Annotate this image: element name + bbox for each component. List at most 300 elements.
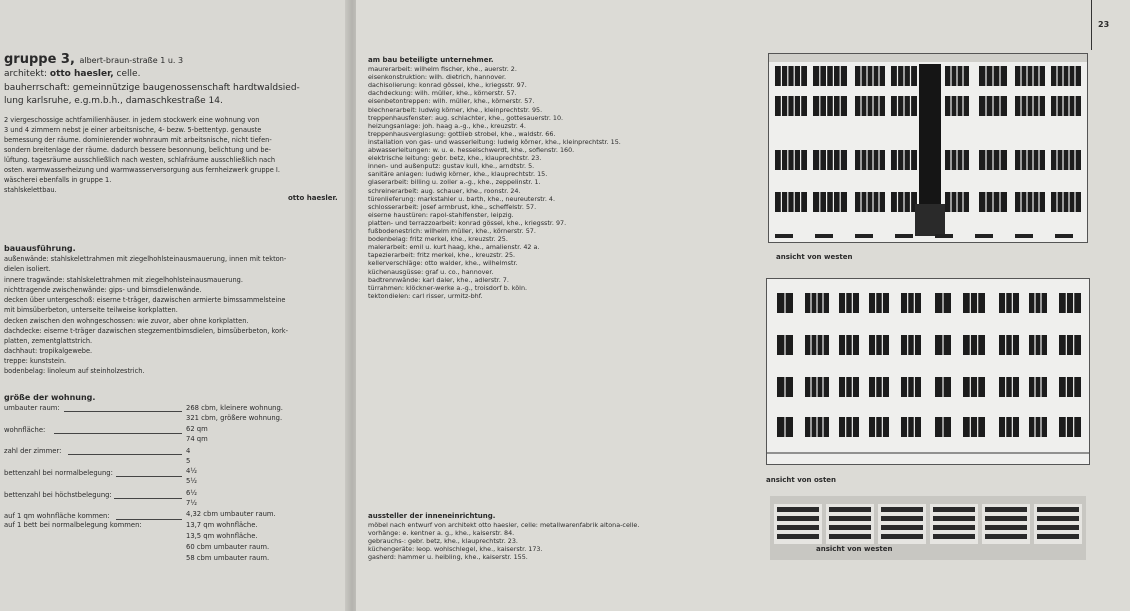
architect-name: otto haesler, <box>49 69 114 79</box>
firm-line: fußbodenestrich: wilhelm müller, khe., körnerstr. 57. <box>368 227 536 235</box>
window <box>1051 192 1081 212</box>
size-value: 4 <box>186 447 191 455</box>
firm-line: schlosserarbeit: josef armbrust, khe., scheffelstr. 57. <box>368 202 537 211</box>
window-mullion <box>907 377 908 397</box>
window-mullion <box>878 150 879 170</box>
window-mullion <box>1073 417 1074 437</box>
basement-window <box>939 455 949 461</box>
window-mullion <box>1062 150 1063 170</box>
window-mullion <box>970 293 971 313</box>
window-mullion <box>897 150 898 170</box>
window-mullion <box>907 417 908 437</box>
size-label: wohnfläche: <box>4 426 46 434</box>
firm-line: platten- und terrazzoarbeit: konrad gössel, khe., kriegsstr. 97. <box>368 218 567 227</box>
window-mullion <box>819 192 820 212</box>
title-address: albert-braun-straße 1 u. 3 <box>79 56 184 65</box>
firm-line: bodenbelag: fritz merkel, khe., kreuzstr. 25. <box>368 235 508 244</box>
window-mullion <box>950 192 951 212</box>
window <box>813 150 847 170</box>
window-mullion <box>787 150 788 170</box>
window-mullion <box>970 417 971 437</box>
window-mullion <box>810 377 811 397</box>
bau-line: mit bimsüberbeton, unterseite teilweise korkplatten. <box>4 306 178 314</box>
window-band <box>881 516 923 521</box>
window-mullion <box>1020 192 1021 212</box>
firm-line: abwasserleitungen: w. u. e. hesselschwerdt, khe., sofienstr. 160. <box>368 146 575 154</box>
left-page <box>0 0 352 611</box>
window-mullion <box>800 150 801 170</box>
size-value: 7½ <box>186 499 197 507</box>
window-mullion <box>784 293 785 313</box>
firm-line: dachisolierung: konrad gössel, khe., kriegsstr. 97. <box>368 81 527 90</box>
window-mullion <box>985 66 986 86</box>
window-band <box>829 507 871 512</box>
leader-line <box>68 454 182 455</box>
window-mullion <box>882 293 883 313</box>
window <box>839 293 859 313</box>
firm-line: installation von gas- und wasserleitung: ludwig körner, khe., kleinprechtstr. 15. <box>368 137 621 146</box>
window-mullion <box>845 377 846 397</box>
firms-heading: am bau beteiligte unternehmer. <box>368 56 494 64</box>
window-mullion <box>1032 96 1033 116</box>
right-page <box>356 0 1130 611</box>
window-mullion <box>866 192 867 212</box>
window-mullion <box>833 96 834 116</box>
window-mullion <box>999 66 1000 86</box>
size-value: 13,7 qm wohnfläche. <box>186 521 258 529</box>
window-mullion <box>1056 66 1057 86</box>
window-mullion <box>875 293 876 313</box>
window-band <box>777 525 819 530</box>
window-mullion <box>962 150 963 170</box>
window <box>869 293 889 313</box>
leader-line <box>114 498 182 499</box>
client-line-1: bauherrschaft: gemeinnützige baugenossenschaft hardtwaldsied- <box>4 83 300 93</box>
caption-east: ansicht von osten <box>766 476 837 484</box>
window-band <box>829 534 871 539</box>
firm-line: treppenhausfenster: aug. schlachter, khe., gottesauerstr. 10. <box>368 113 564 122</box>
window-mullion <box>866 66 867 86</box>
window-mullion <box>977 293 978 313</box>
window-mullion <box>833 192 834 212</box>
window <box>901 377 921 397</box>
size-heading: größe der wohnung. <box>4 393 96 402</box>
desc-line: sondern breitenlage der räume. dadurch bessere besonnung, belichtung und be- <box>4 146 272 154</box>
window-mullion <box>816 417 817 437</box>
desc-line: wäscherei ebenfalls in gruppe 1. <box>4 176 112 184</box>
window-mullion <box>787 96 788 116</box>
window-mullion <box>956 150 957 170</box>
window-mullion <box>878 96 879 116</box>
size-value: 60 cbm umbauter raum. <box>186 543 270 551</box>
bau-line: dielen isoliert. <box>4 265 51 273</box>
size-label: auf 1 qm wohnfläche kommen: <box>4 512 110 520</box>
firm-line: türrahmen: klöckner-werke a.-g., troisdorf b. köln. <box>368 283 528 292</box>
size-label: auf 1 bett bei normalbelegung kommen: <box>4 521 142 529</box>
window-mullion <box>1068 66 1069 86</box>
window-mullion <box>985 150 986 170</box>
window-mullion <box>781 192 782 212</box>
window <box>855 96 885 116</box>
window-band <box>1037 516 1079 521</box>
window-mullion <box>860 96 861 116</box>
window <box>855 150 885 170</box>
window-mullion <box>794 66 795 86</box>
window-mullion <box>845 335 846 355</box>
window-mullion <box>950 96 951 116</box>
basement-window <box>1009 455 1019 461</box>
basement-window <box>815 234 833 238</box>
size-value: 74 qm <box>186 435 208 443</box>
firm-line: eisenkonstruktion: wilh. dietrich, hannover. <box>368 73 507 82</box>
window-mullion <box>875 335 876 355</box>
window-mullion <box>826 192 827 212</box>
architect-line <box>4 70 140 79</box>
window-mullion <box>816 335 817 355</box>
window-mullion <box>992 96 993 116</box>
window <box>1059 335 1081 355</box>
window-mullion <box>992 66 993 86</box>
basement-window <box>1055 234 1073 238</box>
window-mullion <box>910 96 911 116</box>
desc-line: 3 und 4 zimmern nebst je einer arbeitsnische, 4- bezw. 5-bettentyp. genauste <box>4 126 262 134</box>
leader-line <box>64 411 182 412</box>
basement-window <box>981 455 991 461</box>
window-band <box>881 534 923 539</box>
window-mullion <box>1066 377 1067 397</box>
window-band <box>881 525 923 530</box>
window-mullion <box>1032 66 1033 86</box>
size-label: bettenzahl bei normalbelegung: <box>4 469 113 477</box>
basement-window <box>855 234 873 238</box>
window <box>775 66 807 86</box>
firm-line: eisenbetontreppen: wilh. müller, khe., körnerstr. 57. <box>368 97 535 106</box>
firm-line: elektrische leitung: gebr. betz, khe., klauprechtstr. 23. <box>368 154 542 163</box>
window-mullion <box>956 192 957 212</box>
window-mullion <box>1062 96 1063 116</box>
firms-list <box>368 66 758 366</box>
window <box>999 293 1019 313</box>
window-mullion <box>845 417 846 437</box>
window-mullion <box>1026 150 1027 170</box>
window-mullion <box>833 150 834 170</box>
basement-window <box>975 234 993 238</box>
window-mullion <box>942 417 943 437</box>
desc-line: stahlskelettbau. <box>4 186 57 194</box>
window-mullion <box>907 335 908 355</box>
window-band <box>933 516 975 521</box>
size-value: 5½ <box>186 477 197 485</box>
window-mullion <box>992 192 993 212</box>
window-mullion <box>1040 377 1041 397</box>
window-mullion <box>794 96 795 116</box>
stairwell <box>919 64 941 224</box>
window-band <box>985 507 1027 512</box>
window-mullion <box>1073 377 1074 397</box>
window <box>1059 417 1081 437</box>
window-mullion <box>1068 150 1069 170</box>
window-mullion <box>903 192 904 212</box>
window-band <box>881 507 923 512</box>
window-mullion <box>1040 417 1041 437</box>
interior-list <box>368 522 758 582</box>
window <box>869 417 889 437</box>
size-label: umbauter raum: <box>4 404 60 412</box>
window-mullion <box>840 96 841 116</box>
window-mullion <box>914 335 915 355</box>
firm-line: innen- und außenputz: gustav kull, khe., arndtstr. 5. <box>368 162 535 171</box>
window-mullion <box>875 417 876 437</box>
window-mullion <box>840 150 841 170</box>
window-mullion <box>1005 293 1006 313</box>
basement-window <box>935 234 953 238</box>
window <box>775 150 807 170</box>
entrance <box>915 204 945 236</box>
window-mullion <box>1012 417 1013 437</box>
bau-line: treppe: kunststein. <box>4 357 67 365</box>
window <box>813 96 847 116</box>
window-mullion <box>1005 417 1006 437</box>
desc-line: bemessung der räume. dominierender wohnraum mit arbeitsnische, nicht tiefen- <box>4 136 272 144</box>
window <box>1059 377 1081 397</box>
window <box>999 417 1019 437</box>
window-mullion <box>1073 335 1074 355</box>
window-mullion <box>822 377 823 397</box>
size-value: 4,32 cbm umbauter raum. <box>186 510 276 518</box>
window-mullion <box>781 150 782 170</box>
window-mullion <box>816 293 817 313</box>
firm-line: blechnerarbeit: ludwig körner, khe., kleinprechtstr. 95. <box>368 105 543 114</box>
window <box>963 335 985 355</box>
window-mullion <box>999 150 1000 170</box>
window-mullion <box>1012 377 1013 397</box>
window-mullion <box>950 150 951 170</box>
window-mullion <box>962 96 963 116</box>
window-mullion <box>1038 150 1039 170</box>
window-mullion <box>852 293 853 313</box>
size-label: zahl der zimmer: <box>4 447 62 455</box>
window-mullion <box>914 377 915 397</box>
window-mullion <box>878 192 879 212</box>
window <box>839 377 859 397</box>
window-mullion <box>1034 335 1035 355</box>
window-mullion <box>903 66 904 86</box>
window-mullion <box>1056 150 1057 170</box>
window-mullion <box>977 417 978 437</box>
firm-line: sanitäre anlagen: ludwig körner, khe., klauprechtstr. 15. <box>368 170 548 179</box>
firm-line: eiserne haustüren: rapol-stahlfenster, leipzig. <box>368 210 514 219</box>
size-value: 5 <box>186 457 191 465</box>
desc-line: 2 viergeschossige achtfamilienhäuser. in jedem stockwerk eine wohnung von <box>4 116 260 124</box>
window-mullion <box>822 293 823 313</box>
firm-line: tektondielen: carl risser, urmitz-bhf. <box>368 291 483 300</box>
window-mullion <box>852 377 853 397</box>
window <box>775 192 807 212</box>
page-corner-rule <box>1091 0 1092 50</box>
architect-prefix: architekt: <box>4 69 48 79</box>
firm-line: schreinerarbeit: aug. schauer, khe., roonstr. 24. <box>368 186 521 195</box>
window-mullion <box>942 293 943 313</box>
window-band <box>933 507 975 512</box>
bau-line: decken zwischen den wohngeschossen: wie zuvor, aber ohne korkplatten. <box>4 317 249 325</box>
title-bold: gruppe 3, <box>4 52 75 67</box>
window <box>775 96 807 116</box>
window-mullion <box>1073 293 1074 313</box>
window-mullion <box>1034 377 1035 397</box>
window-mullion <box>903 150 904 170</box>
basement-window <box>1015 234 1033 238</box>
window-mullion <box>970 335 971 355</box>
window-mullion <box>977 335 978 355</box>
window-band <box>777 534 819 539</box>
window-band <box>933 534 975 539</box>
window <box>1015 96 1045 116</box>
window-band <box>829 525 871 530</box>
window-mullion <box>781 66 782 86</box>
window-mullion <box>1005 377 1006 397</box>
window-mullion <box>872 192 873 212</box>
window <box>1059 293 1081 313</box>
window-mullion <box>910 150 911 170</box>
window-mullion <box>962 66 963 86</box>
window-mullion <box>985 96 986 116</box>
window-mullion <box>1074 192 1075 212</box>
window-mullion <box>1068 96 1069 116</box>
window-mullion <box>1056 192 1057 212</box>
roof-band <box>769 54 1087 62</box>
window <box>1029 293 1047 313</box>
window-mullion <box>860 66 861 86</box>
window <box>1051 66 1081 86</box>
window-mullion <box>784 377 785 397</box>
window-mullion <box>910 192 911 212</box>
firm-line: tapezierarbeit: fritz merkel, khe., kreuzstr. 25. <box>368 251 516 260</box>
bau-line: bodenbelag: linoleum auf steinholzestrich. <box>4 367 145 375</box>
window-mullion <box>914 293 915 313</box>
window-mullion <box>1062 192 1063 212</box>
size-value: 321 cbm, größere wohnung. <box>186 414 283 422</box>
window-mullion <box>810 335 811 355</box>
window-mullion <box>872 66 873 86</box>
window <box>1015 150 1045 170</box>
window-mullion <box>822 417 823 437</box>
firm-line: türenlieferung: markstahler u. barth, khe., neureuterstr. 4. <box>368 194 556 203</box>
window-mullion <box>1034 417 1035 437</box>
desc-line: osten. warmwasserheizung und warmwasserversorgung aus fernheizwerk gruppe I. <box>4 166 280 174</box>
window-mullion <box>800 66 801 86</box>
window-mullion <box>1038 96 1039 116</box>
bau-heading: bauausführung. <box>4 244 76 253</box>
window-band <box>1037 534 1079 539</box>
firm-line: küchenausgüsse: graf u. co., hannover. <box>368 267 494 276</box>
firm-line: kellerverschläge: otto walder, khe., wilhelmstr. <box>368 259 518 268</box>
window-mullion <box>833 66 834 86</box>
window-mullion <box>819 96 820 116</box>
size-value: 268 cbm, kleinere wohnung. <box>186 404 283 412</box>
interior-line: vorhänge: e. kentner a. g., khe., kaiserstr. 84. <box>368 529 515 537</box>
window-mullion <box>985 192 986 212</box>
bau-line: dachdecke: eiserne t-träger dazwischen stegzementbimsdielen, bimsüberbeton, kork- <box>4 327 288 335</box>
size-value: 62 qm <box>186 425 208 433</box>
bau-block <box>4 256 344 386</box>
window <box>901 293 921 313</box>
firm-line: treppenhausverglasung: gottlieb strobel, khe., waldstr. 66. <box>368 129 556 138</box>
window-mullion <box>875 377 876 397</box>
window-mullion <box>866 96 867 116</box>
window-mullion <box>1066 417 1067 437</box>
firm-line: dachdeckung: wilh. müller, khe., körnerstr. 57. <box>368 89 517 98</box>
window-mullion <box>860 192 861 212</box>
size-value: 6½ <box>186 489 197 497</box>
caption-west-small: ansicht von westen <box>816 545 893 553</box>
window-mullion <box>800 192 801 212</box>
west-elevation-drawing <box>768 53 1088 243</box>
window <box>839 335 859 355</box>
leader-line <box>54 433 182 434</box>
window-mullion <box>826 66 827 86</box>
window-mullion <box>822 335 823 355</box>
window-mullion <box>907 293 908 313</box>
client-line-2: lung karlsruhe, e.g.m.b.h., damaschkestraße 14. <box>4 96 223 106</box>
window <box>1015 66 1045 86</box>
window-mullion <box>1074 96 1075 116</box>
window-mullion <box>810 293 811 313</box>
window <box>869 335 889 355</box>
window-mullion <box>1066 293 1067 313</box>
window-mullion <box>882 377 883 397</box>
caption-west: ansicht von westen <box>776 253 853 261</box>
window-mullion <box>794 150 795 170</box>
basement-window <box>967 455 977 461</box>
window-mullion <box>1020 66 1021 86</box>
firm-line: malerarbeit: emil u. kurt haag, khe., amalienstr. 42 a. <box>368 243 540 252</box>
window-mullion <box>977 377 978 397</box>
window-band <box>985 534 1027 539</box>
desc-line: lüftung. tagesräume ausschließlich nach westen, schlafräume ausschließlich nach <box>4 156 275 164</box>
window-mullion <box>1038 192 1039 212</box>
window-mullion <box>999 192 1000 212</box>
window-mullion <box>1074 66 1075 86</box>
window <box>1029 335 1047 355</box>
window-mullion <box>860 150 861 170</box>
window-mullion <box>1020 96 1021 116</box>
east-elevation-svg <box>767 279 1089 464</box>
window-mullion <box>1026 66 1027 86</box>
window-mullion <box>1005 335 1006 355</box>
window-mullion <box>1032 150 1033 170</box>
window-mullion <box>1040 293 1041 313</box>
window-band <box>985 525 1027 530</box>
firm-line: maurerarbeit: wilhelm fischer, khe., auerstr. 2. <box>368 65 517 73</box>
window-mullion <box>872 150 873 170</box>
window-mullion <box>1062 66 1063 86</box>
window-mullion <box>897 192 898 212</box>
window <box>963 417 985 437</box>
west-elevation-svg <box>769 54 1087 242</box>
interior-line: gebrauchs-: gebr. betz, khe., klauprechtstr. 23. <box>368 537 518 545</box>
window-mullion <box>956 66 957 86</box>
window-mullion <box>1066 335 1067 355</box>
window-mullion <box>1020 150 1021 170</box>
bau-line: platten, zementglattstrich. <box>4 337 93 345</box>
window-band <box>777 516 819 521</box>
window-mullion <box>800 96 801 116</box>
window <box>1051 96 1081 116</box>
window-mullion <box>810 417 811 437</box>
window-mullion <box>872 96 873 116</box>
window-mullion <box>1012 335 1013 355</box>
window-band <box>985 516 1027 521</box>
